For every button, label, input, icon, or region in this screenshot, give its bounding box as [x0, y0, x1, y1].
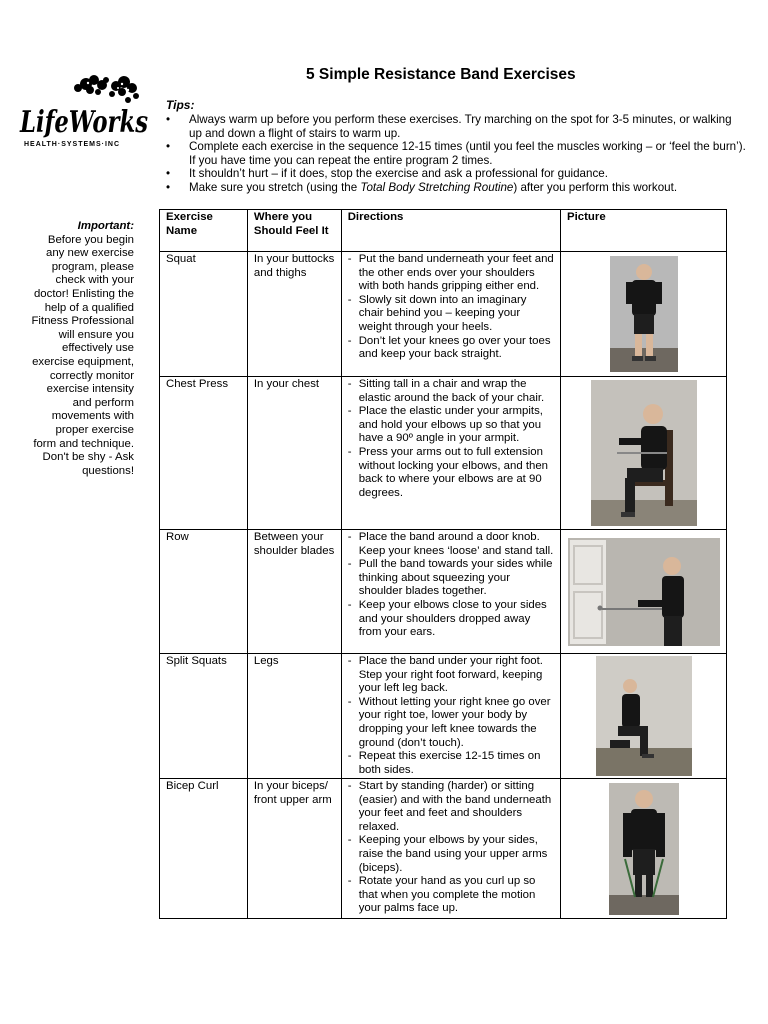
split-squat-photo	[596, 656, 692, 776]
direction-text: Place the band around a door knob. Keep your knees ‘loose’ and stand tall.	[358, 531, 554, 557]
dash-icon: -	[347, 875, 352, 888]
logo-tagline: HEALTH·SYSTEMS·INC	[24, 141, 121, 148]
exercise-directions	[341, 377, 560, 530]
tip-item	[166, 181, 746, 195]
exercise-feel: In your buttocks and thighs	[247, 252, 341, 377]
dash-icon: -	[347, 780, 352, 792]
tip-text: Complete each exercise in the sequence 12-15 times (until you feel the muscles working – or ‘feel the burn’). If you have time you can repeat the entire program 2 times.	[189, 140, 746, 167]
squat-photo	[610, 256, 678, 372]
exercise-feel: In your chest	[247, 377, 341, 530]
table-header-row	[160, 210, 727, 252]
bullet-icon: •	[166, 167, 171, 181]
direction-item	[348, 378, 554, 405]
exercise-feel: In your biceps/ front upper arm	[247, 779, 341, 919]
direction-item	[348, 655, 554, 696]
direction-text: Place the band under your right foot. Step your right foot forward, keeping your left leg back.	[358, 655, 543, 695]
dash-icon: -	[347, 405, 352, 418]
direction-text: Without letting your right knee go over your right toe, lower your body by dropping your left knee towards the ground (don’t touch).	[358, 695, 551, 749]
dash-icon: -	[347, 445, 352, 458]
important-heading: Important:	[77, 220, 134, 232]
page-title: 5 Simple Resistance Band Exercises	[306, 66, 576, 83]
direction-text: Start by standing (harder) or sitting (easier) and with the band underneath your feet and feet and shoulders relaxed.	[358, 780, 552, 833]
column-header: Exercise Name	[160, 210, 248, 252]
important-body: Before you begin any new exercise program, please check with your doctor! Enlisting the help of a qualified Fitness Professional will ensure you effectively use exercise equipment, correctly monitor exercise intensity and perform movements with proper exercise form and technique. Don't be shy - Ask questions!	[31, 233, 134, 477]
tip-item	[166, 167, 746, 181]
dash-icon: -	[347, 334, 352, 347]
column-header: Where you Should Feel It	[247, 210, 341, 252]
bullet-icon: •	[166, 113, 171, 126]
exercise-picture	[561, 779, 727, 919]
exercise-picture	[561, 530, 727, 654]
exercise-feel: Between your shoulder blades	[247, 530, 341, 654]
direction-text: Rotate your hand as you curl up so that when you complete the motion your palms face up.	[358, 875, 536, 915]
exercise-name: Bicep Curl	[160, 779, 248, 919]
tip-text: It shouldn’t hurt – if it does, stop the exercise and ask a professional for guidance.	[189, 167, 608, 181]
direction-item	[348, 834, 554, 875]
direction-text: Keeping your elbows by your sides, raise the band using your upper arms (biceps).	[358, 834, 548, 874]
table-row	[160, 252, 727, 377]
dash-icon: -	[347, 378, 352, 390]
direction-text: Don’t let your knees go over your toes and keep your back straight.	[358, 334, 551, 361]
direction-item	[348, 335, 554, 362]
tip-text: Always warm up before you perform these exercises. Try marching on the spot for 3-5 minutes, or walking up and down a flight of stairs to warm up.	[189, 113, 732, 140]
dash-icon: -	[347, 253, 352, 265]
bullet-icon: •	[166, 180, 171, 194]
chest-press-photo	[591, 380, 697, 526]
direction-text: Keep your elbows close to your sides and your shoulders dropped away from your ears.	[358, 598, 547, 639]
direction-item	[348, 780, 554, 834]
direction-text: Sitting tall in a chair and wrap the elastic around the back of your chair.	[358, 378, 545, 404]
exercise-picture	[561, 252, 727, 377]
tip-item	[166, 140, 746, 167]
direction-item	[348, 558, 554, 599]
dash-icon: -	[347, 558, 352, 571]
lifeworks-logo	[18, 74, 158, 154]
tip-item	[166, 113, 746, 140]
tip-routine-name: Total Body Stretching Routine	[360, 180, 514, 194]
table-row	[160, 377, 727, 530]
direction-item	[348, 531, 554, 558]
bicep-curl-photo	[609, 783, 679, 915]
exercise-directions	[341, 779, 560, 919]
important-note	[30, 220, 134, 478]
exercise-name: Row	[160, 530, 248, 654]
dash-icon: -	[347, 695, 352, 708]
exercise-picture	[561, 654, 727, 779]
exercise-name: Split Squats	[160, 654, 248, 779]
dash-icon: -	[347, 834, 352, 847]
bullet-icon: •	[166, 140, 171, 154]
row-photo	[568, 538, 720, 646]
direction-text: Put the band underneath your feet and the other ends over your shoulders with both hands gripping either end.	[358, 253, 554, 293]
tip-text-post: ) after you perform this workout.	[513, 180, 678, 194]
logo-graphic	[18, 74, 158, 154]
dash-icon: -	[347, 655, 352, 667]
direction-item	[348, 253, 554, 294]
column-header: Picture	[561, 210, 727, 252]
direction-text: Repeat this exercise 12-15 times on both sides.	[358, 750, 541, 776]
direction-text: Slowly sit down into an imaginary chair behind you – keeping your weight through your heels.	[358, 293, 527, 333]
table-row	[160, 530, 727, 654]
direction-text: Pull the band towards your sides while thinking about squeezing your shoulder blades together.	[358, 558, 553, 598]
direction-item	[348, 294, 554, 335]
direction-item	[348, 599, 554, 640]
direction-item	[348, 405, 554, 446]
exercise-feel: Legs	[247, 654, 341, 779]
direction-text: Press your arms out to full extension without locking your elbows, and then back to where your elbows are at 90 degrees.	[358, 445, 549, 499]
exercise-name: Squat	[160, 252, 248, 377]
logo-brand-text: LifeWorks	[19, 105, 149, 140]
tips-heading: Tips:	[166, 98, 195, 112]
table-row	[160, 779, 727, 919]
column-header: Directions	[341, 210, 560, 252]
direction-item	[348, 446, 554, 500]
exercise-picture	[561, 377, 727, 530]
tips-list	[166, 113, 746, 195]
exercise-directions	[341, 530, 560, 654]
dash-icon: -	[347, 531, 352, 543]
exercise-directions	[341, 654, 560, 779]
dash-icon: -	[347, 750, 352, 763]
direction-item	[348, 875, 554, 916]
direction-item	[348, 750, 554, 777]
dash-icon: -	[347, 598, 352, 611]
exercise-name: Chest Press	[160, 377, 248, 530]
exercise-table	[159, 209, 727, 919]
direction-text: Place the elastic under your armpits, and hold your elbows up so that you have a 90º angle in your armpit.	[358, 405, 543, 445]
dash-icon: -	[347, 293, 352, 306]
tip-text-pre: Make sure you stretch (using the	[189, 180, 361, 194]
table-row	[160, 654, 727, 779]
exercise-directions	[341, 252, 560, 377]
direction-item	[348, 696, 554, 750]
